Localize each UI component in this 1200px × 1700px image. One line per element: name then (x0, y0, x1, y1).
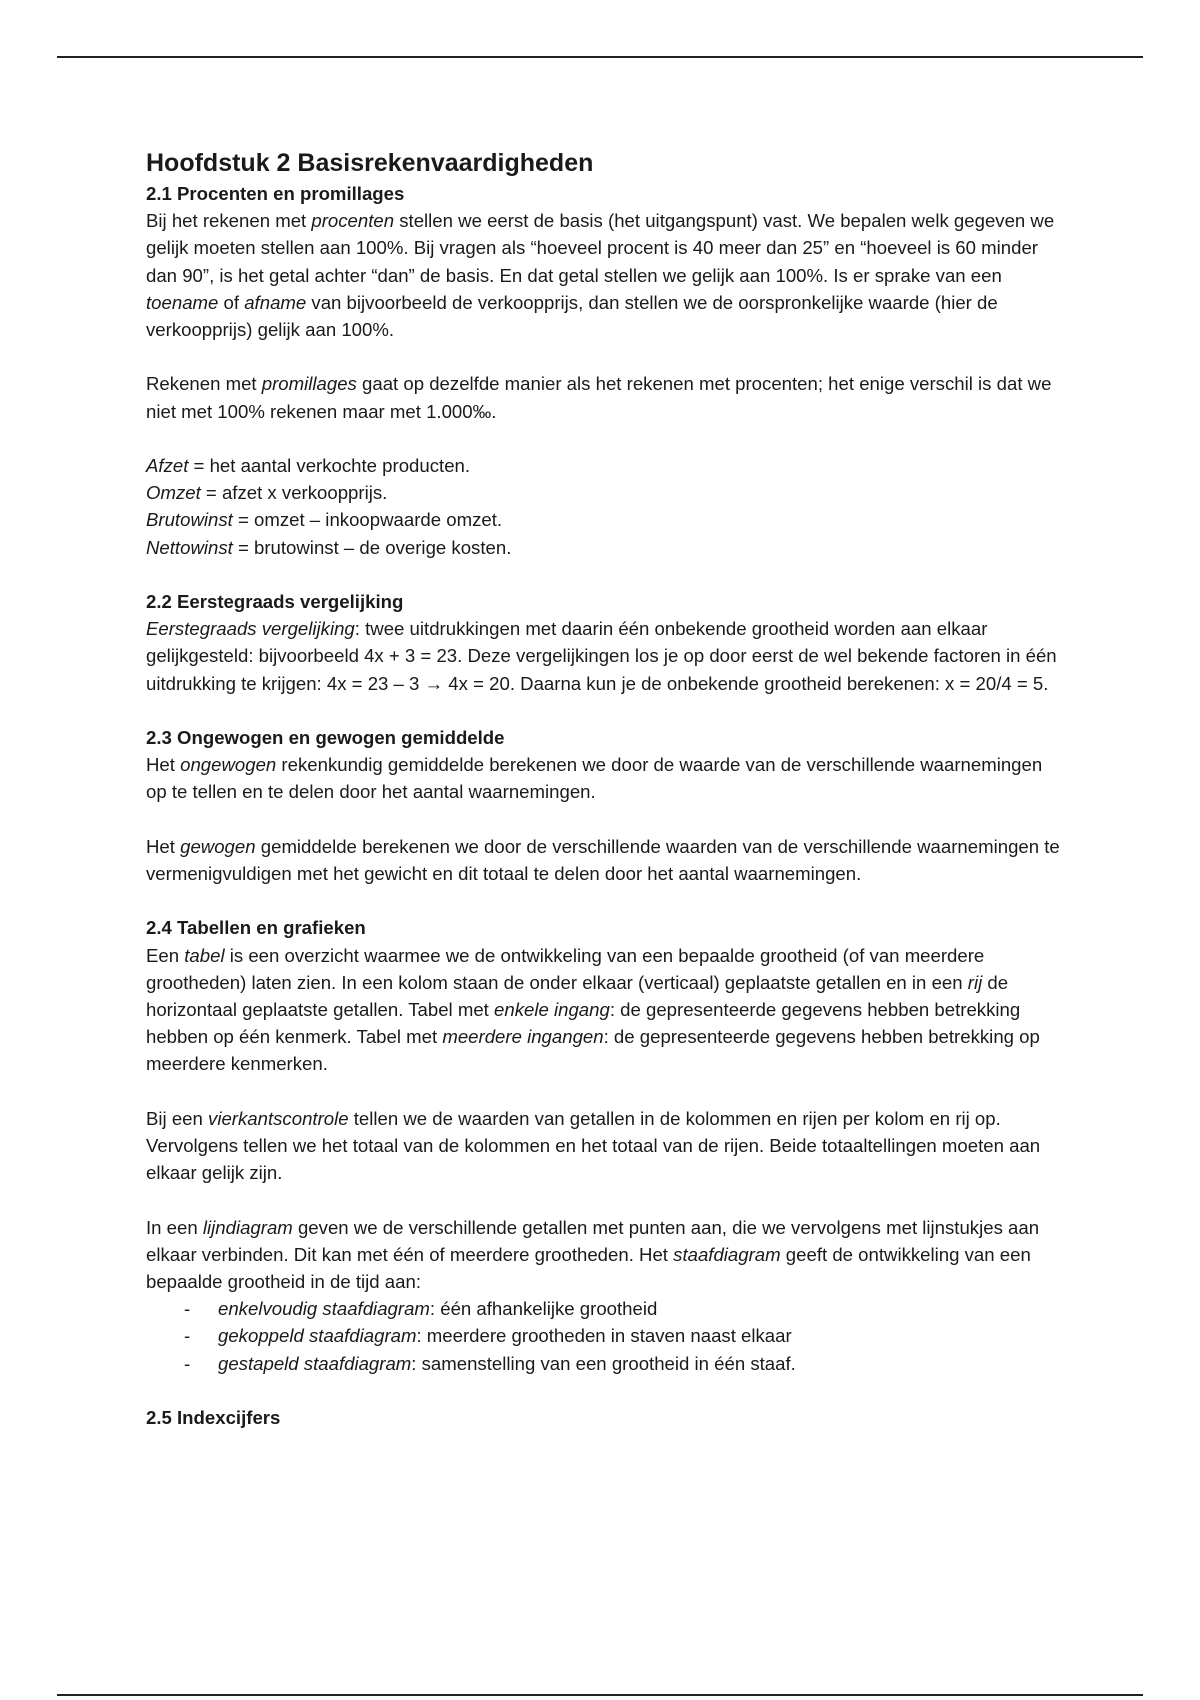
bullet-dash: - (184, 1325, 191, 1347)
list-item: - gestapeld staafdiagram: samenstelling van een grootheid in één staaf. (146, 1350, 1066, 1377)
paragraph-tabel: Een tabel is een overzicht waarmee we de ontwikkeling van een bepaalde grootheid (of van meerdere grootheden) laten zien. In een kolom staan de onder elkaar (verticaal) geplaatste getallen en in een rij de horizontaal geplaatste getallen. Tabel met enkele ingang: de gepresenteerde gegevens hebben betrekking hebben op één kenmerk. Tabel met meerdere ingangen: de gepresenteerde gegevens hebben betrekking op meerdere kenmerken. (146, 944, 1040, 1075)
definition-brutowinst: Brutowinst = omzet – inkoopwaarde omzet. (146, 509, 503, 531)
section-heading-2-2: 2.2 Eerstegraads vergelijking (146, 591, 404, 612)
definition-nettowinst: Nettowinst = brutowinst – de overige kosten. (146, 536, 512, 558)
paragraph-diagrammen: In een lijndiagram geven we de verschillende getallen met punten aan, die we vervolgens met lijnstukjes aan elkaar verbinden. Dit kan met één of meerdere grootheden. Het staafdiagram geeft de ontwikkeling van een bepaalde grootheid in de tijd aan: (146, 1216, 1040, 1292)
paragraph-procenten: Bij het rekenen met procenten stellen we eerst de basis (het uitgangspunt) vast. We bepalen welk gegeven we gelijk moeten stellen aan 100%. Bij vragen als “hoeveel procent is 40 meer dan 25” en “hoeveel is 60 minder dan 90”, is het getal achter “dan” de basis. En dat getal stellen we gelijk aan 100%. Is er sprake van een toename of afname van bijvoorbeeld de verkoopprijs, dan stellen we de oorspronkelijke waarde (hier de verkoopprijs) gelijk aan 100%. (146, 210, 1055, 341)
bullet-dash: - (184, 1298, 191, 1320)
list-item: - enkelvoudig staafdiagram: één afhankelijke grootheid (146, 1295, 1066, 1322)
paragraph-ongewogen: Het ongewogen rekenkundig gemiddelde berekenen we door de waarde van de verschillende waarnemingen op te tellen en te delen door het aantal waarnemingen. (146, 754, 1043, 803)
section-heading-2-1: 2.1 Procenten en promillages (146, 183, 405, 204)
document-body (146, 146, 1066, 1431)
section-heading-2-3: 2.3 Ongewogen en gewogen gemiddelde (146, 727, 505, 748)
chapter-title: Hoofdstuk 2 Basisrekenvaardigheden (146, 149, 594, 177)
paragraph-gewogen: Het gewogen gemiddelde berekenen we door de verschillende waarden van de verschillende waarnemingen te vermenigvuldigen met het gewicht en dit totaal te delen door het aantal waarnemingen. (146, 835, 1060, 884)
footer-rule (57, 1694, 1143, 1696)
definition-afzet: Afzet = het aantal verkochte producten. (146, 455, 471, 476)
paragraph-promillages: Rekenen met promillages gaat op dezelfde manier als het rekenen met procenten; het enige verschil is dat we niet met 100% rekenen maar met 1.000‰. (146, 373, 1052, 422)
header-rule (57, 56, 1143, 58)
paragraph-vergelijking: Eerstegraads vergelijking: twee uitdrukkingen met daarin één onbekende grootheid worden aan elkaar gelijkgesteld: bijvoorbeeld 4x + 3 = 23. Deze vergelijkingen los je op door eerst de wel bekende factoren in één uitdrukking te krijgen: 4x = 23 – 3 → 4x = 20. Daarna kun je de onbekende grootheid berekenen: x = 20/4 = 5. (146, 618, 1057, 694)
staafdiagram-list (146, 1295, 1066, 1377)
section-heading-2-4: 2.4 Tabellen en grafieken (146, 917, 366, 939)
list-item: - gekoppeld staafdiagram: meerdere grootheden in staven naast elkaar (146, 1322, 1066, 1349)
bullet-dash: - (184, 1352, 191, 1374)
definition-omzet: Omzet = afzet x verkoopprijs. (146, 482, 388, 504)
section-heading-2-5: 2.5 Indexcijfers (146, 1407, 281, 1428)
paragraph-vierkantscontrole: Bij een vierkantscontrole tellen we de waarden van getallen in de kolommen en rijen per kolom en rij op. Vervolgens tellen we het totaal van de kolommen en het totaal van de rijen. Beide totaaltellingen moeten aan elkaar gelijk zijn. (146, 1107, 1041, 1184)
